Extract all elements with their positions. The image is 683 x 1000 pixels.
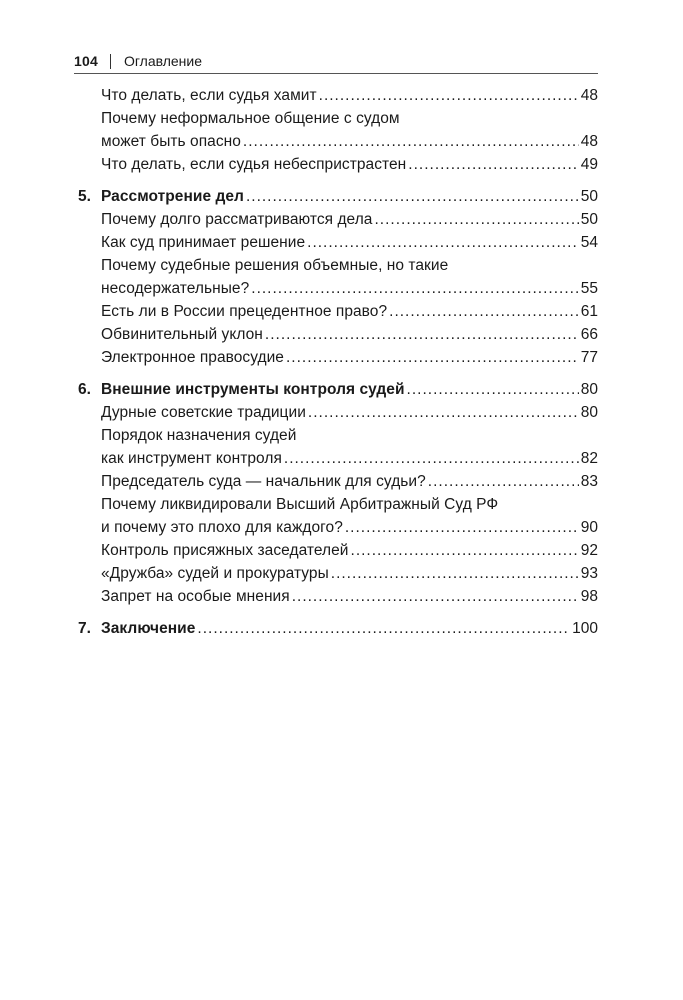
page-ref: 83 — [580, 473, 598, 490]
entry-title: Что делать, если судья небеспристрастен — [101, 156, 407, 173]
toc-section-entry[interactable] — [74, 539, 598, 562]
entry-last-line — [101, 617, 598, 640]
entry-last-line — [101, 470, 598, 493]
page-ref: 93 — [580, 565, 598, 582]
entry-title: Электронное правосудие — [101, 349, 284, 366]
entry-title-line: Почему судебные решения объемные, но такие — [101, 257, 449, 274]
page-ref: 61 — [580, 303, 598, 320]
dot-leader — [331, 562, 579, 585]
toc-chapter-entry[interactable] — [74, 378, 598, 401]
entry-last-line — [101, 84, 598, 107]
page-ref: 54 — [580, 234, 598, 251]
dot-leader — [428, 470, 579, 493]
entry-title: может быть опасно — [101, 133, 241, 150]
entry-title: Запрет на особые мнения — [101, 588, 290, 605]
entry-last-line — [101, 153, 598, 176]
entry-title: Заключение — [101, 620, 196, 637]
toc-section-entry[interactable] — [74, 231, 598, 254]
dot-leader — [292, 585, 579, 608]
section-title: Оглавление — [123, 53, 203, 69]
entry-title: Как суд принимает решение — [101, 234, 306, 251]
entry-title: «Дружба» судей и прокуратуры — [101, 565, 329, 582]
dot-leader — [307, 231, 579, 254]
entry-title: и почему это плохо для каждого? — [101, 519, 343, 536]
chapter-number: 6. — [78, 381, 91, 398]
dot-leader — [345, 516, 579, 539]
entry-last-line — [101, 562, 598, 585]
toc-section-entry[interactable] — [74, 107, 598, 153]
entry-title: Контроль присяжных заседателей — [101, 542, 349, 559]
page-number: 104 — [74, 53, 98, 69]
entry-last-line — [101, 516, 598, 539]
entry-last-line — [101, 300, 598, 323]
entry-title: Внешние инструменты контроля судей — [101, 381, 405, 398]
page-ref: 98 — [580, 588, 598, 605]
entry-title: Есть ли в России прецедентное право? — [101, 303, 388, 320]
dot-leader — [374, 208, 578, 231]
entry-title: как инструмент контроля — [101, 450, 282, 467]
dot-leader — [246, 185, 579, 208]
page-ref: 50 — [580, 211, 598, 228]
toc-section-entry[interactable] — [74, 585, 598, 608]
page-ref: 90 — [580, 519, 598, 536]
entry-last-line — [101, 539, 598, 562]
running-head — [74, 49, 598, 74]
dot-leader — [308, 401, 579, 424]
entry-title-line: Почему неформальное общение с судом — [101, 110, 400, 127]
dot-leader — [251, 277, 578, 300]
entry-title-line: Порядок назначения судей — [101, 427, 297, 444]
entry-last-line — [101, 130, 598, 153]
page-ref: 55 — [580, 280, 598, 297]
toc-section-entry[interactable] — [74, 401, 598, 424]
page-ref: 80 — [580, 381, 598, 398]
toc-section-entry[interactable] — [74, 424, 598, 470]
toc-section-entry[interactable] — [74, 346, 598, 369]
page-ref: 48 — [580, 133, 598, 150]
entry-last-line — [101, 401, 598, 424]
entry-last-line — [101, 277, 598, 300]
entry-last-line — [101, 185, 598, 208]
chapter-number: 7. — [78, 620, 91, 637]
entry-title: Председатель суда — начальник для судьи? — [101, 473, 426, 490]
entry-title-line: Почему ликвидировали Высший Арбитражный Суд РФ — [101, 496, 499, 513]
dot-leader — [407, 378, 579, 401]
table-of-contents — [74, 84, 598, 640]
entry-title: несодержательные? — [101, 280, 250, 297]
toc-section-entry[interactable] — [74, 562, 598, 585]
toc-section-entry[interactable] — [74, 493, 598, 539]
toc-section-entry[interactable] — [74, 470, 598, 493]
dot-leader — [284, 447, 579, 470]
dot-leader — [197, 617, 570, 640]
page-ref: 49 — [580, 156, 598, 173]
entry-last-line — [101, 585, 598, 608]
toc-section-entry[interactable] — [74, 300, 598, 323]
entry-last-line — [101, 231, 598, 254]
entry-title: Дурные советские традиции — [101, 404, 306, 421]
entry-title: Рассмотрение дел — [101, 188, 244, 205]
toc-section-entry[interactable] — [74, 323, 598, 346]
entry-last-line — [101, 323, 598, 346]
toc-section-entry[interactable] — [74, 153, 598, 176]
page-ref: 92 — [580, 542, 598, 559]
chapter-spacer — [74, 369, 598, 378]
dot-leader — [286, 346, 579, 369]
toc-section-entry[interactable] — [74, 84, 598, 107]
entry-last-line — [101, 346, 598, 369]
chapter-spacer — [74, 176, 598, 185]
dot-leader — [408, 153, 578, 176]
page-ref: 100 — [572, 620, 598, 637]
toc-chapter-entry[interactable] — [74, 617, 598, 640]
header-divider — [110, 54, 111, 69]
page-ref: 50 — [580, 188, 598, 205]
entry-last-line — [101, 378, 598, 401]
page-ref: 82 — [580, 450, 598, 467]
page-ref: 80 — [580, 404, 598, 421]
chapter-number: 5. — [78, 188, 91, 205]
chapter-spacer — [74, 608, 598, 617]
toc-chapter-entry[interactable] — [74, 185, 598, 208]
dot-leader — [319, 84, 579, 107]
entry-last-line — [101, 208, 598, 231]
entry-last-line — [101, 447, 598, 470]
dot-leader — [265, 323, 579, 346]
dot-leader — [243, 130, 579, 153]
dot-leader — [389, 300, 579, 323]
entry-title: Обвинительный уклон — [101, 326, 263, 343]
toc-section-entry[interactable] — [74, 254, 598, 300]
page-ref: 77 — [580, 349, 598, 366]
page-ref: 66 — [580, 326, 598, 343]
entry-title: Что делать, если судья хамит — [101, 87, 317, 104]
entry-title: Почему долго рассматриваются дела — [101, 211, 373, 228]
toc-section-entry[interactable] — [74, 208, 598, 231]
dot-leader — [351, 539, 579, 562]
page-ref: 48 — [580, 87, 598, 104]
